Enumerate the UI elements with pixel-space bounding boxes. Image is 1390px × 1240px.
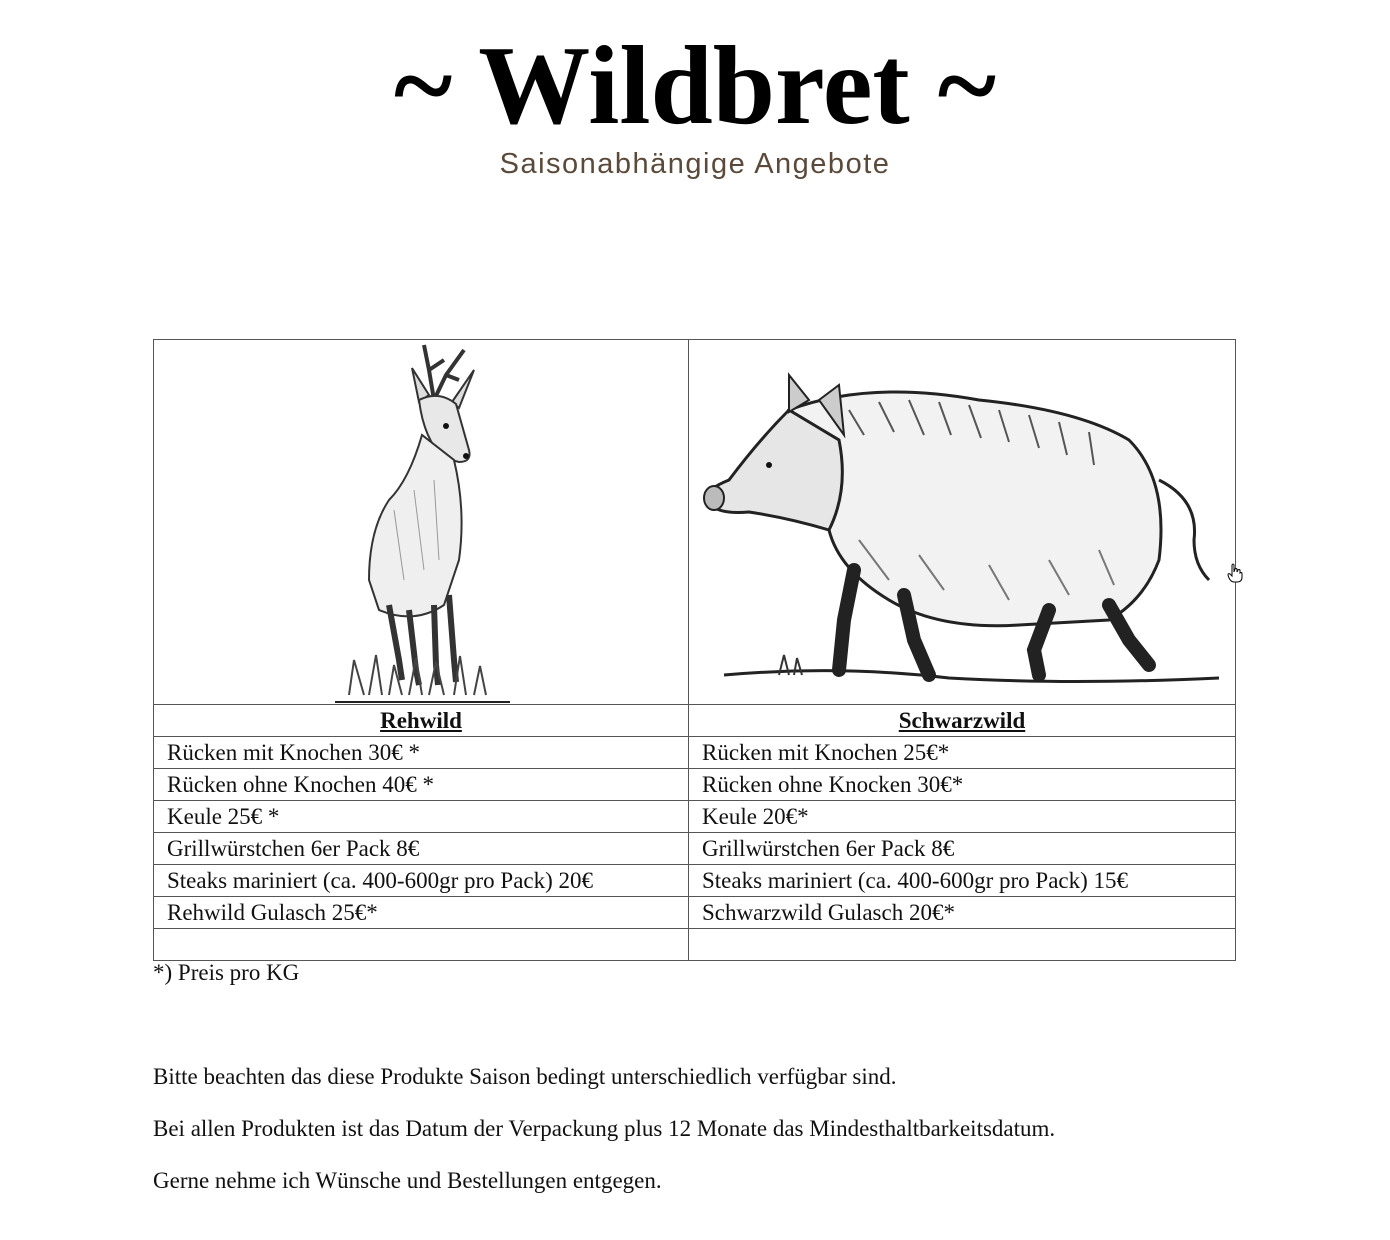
table-row: Rücken ohne Knocken 30€* [689, 769, 1236, 801]
page-title: ~ Wildbret ~ [394, 24, 996, 148]
table-row: Rücken mit Knochen 25€* [689, 737, 1236, 769]
table-row: Rehwild Gulasch 25€* [154, 897, 689, 929]
roe-deer-icon [154, 340, 689, 704]
table-row: Steaks mariniert (ca. 400-600gr pro Pack) 20€ [154, 865, 689, 897]
price-footnote: *) Preis pro KG [153, 960, 300, 985]
column-heading-rehwild: Rehwild [154, 705, 689, 737]
hand-cursor-icon [1227, 563, 1243, 583]
empty-cell [689, 929, 1236, 961]
price-table [153, 339, 1236, 961]
expiry-note: Bei allen Produkten ist das Datum der Verpackung plus 12 Monate das Mindesthaltbarkeitsdatum. [153, 1116, 1056, 1141]
table-row: Steaks mariniert (ca. 400-600gr pro Pack) 15€ [689, 865, 1236, 897]
table-row: Keule 20€* [689, 801, 1236, 833]
column-heading-schwarzwild: Schwarzwild [689, 705, 1236, 737]
wild-boar-image-cell [689, 340, 1236, 705]
wild-boar-icon [689, 340, 1236, 704]
table-row: Rücken ohne Knochen 40€ * [154, 769, 689, 801]
orders-note: Gerne nehme ich Wünsche und Bestellungen entgegen. [153, 1168, 662, 1193]
page-subtitle: Saisonabhängige Angebote [499, 148, 891, 180]
roe-deer-image-cell [154, 340, 689, 705]
empty-cell [154, 929, 689, 961]
table-row: Rücken mit Knochen 30€ * [154, 737, 689, 769]
table-row: Grillwürstchen 6er Pack 8€ [689, 833, 1236, 865]
table-row: Keule 25€ * [154, 801, 689, 833]
table-row: Schwarzwild Gulasch 20€* [689, 897, 1236, 929]
table-row: Grillwürstchen 6er Pack 8€ [154, 833, 689, 865]
availability-note: Bitte beachten das diese Produkte Saison bedingt unterschiedlich verfügbar sind. [153, 1064, 897, 1089]
